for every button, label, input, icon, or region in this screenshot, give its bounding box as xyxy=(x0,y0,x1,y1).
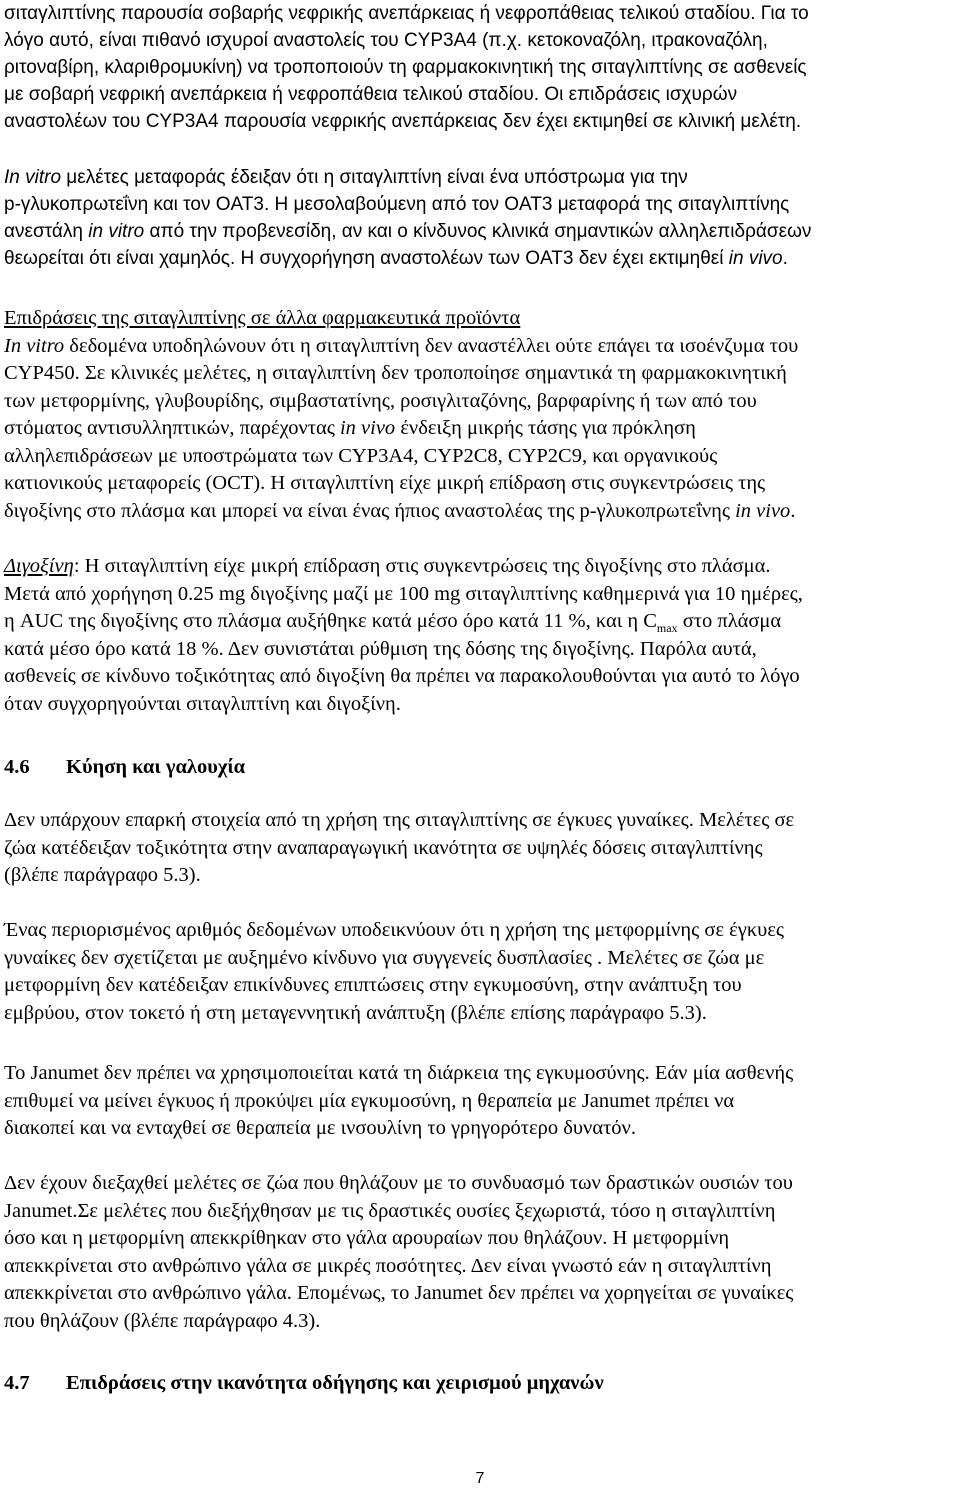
text-line: ασθενείς σε κίνδυνο τοξικότητας από διγοξίνη θα πρέπει να παρακολουθούνται για αυτό το λόγο xyxy=(4,665,800,687)
text-line: εμβρύου, στον τοκετό ή στη μεταγεννητική ανάπτυξη (βλέπε επίσης παράγραφο 5.3). xyxy=(4,1001,707,1024)
section-title-4-7: Επιδράσεις στην ικανότητα οδήγησης και χειρισμού μηχανών xyxy=(66,1372,604,1394)
text-span: . xyxy=(782,248,788,269)
page-number: 7 xyxy=(475,1470,485,1487)
subscript: max xyxy=(656,621,678,636)
paragraph-pregnancy-sitagliptin xyxy=(4,807,952,890)
text-line: επιθυμεί να μείνει έγκυος ή προκύψει μία εγκυμοσύνη, η θεραπεία με Janumet πρέπει να xyxy=(4,1089,735,1112)
text-span: ανεστάλη xyxy=(4,221,89,242)
text-line: Το Janumet δεν πρέπει να χρησιμοποιείται κατά τη διάρκεια της εγκυμοσύνης. Εάν μία ασθενής xyxy=(4,1062,794,1084)
italic-term: In vitro xyxy=(4,334,65,357)
text-span: στόματος αντισυλληπτικών, παρέχοντας xyxy=(4,417,340,439)
text-line: γυναίκες δεν σχετίζεται με αυξημένο κίνδυνο για συγγενείς δυσπλασίες . Μελέτες σε ζώα με xyxy=(4,946,765,969)
text-span: μελέτες μεταφοράς έδειξαν ότι η σιταγλιπτίνη είναι ένα υπόστρωμα για την xyxy=(61,167,688,188)
text-line: κατά μέσο όρο κατά 18 %. Δεν συνιστάται ρύθμιση της δόσης της διγοξίνης. Παρόλα αυτά, xyxy=(4,637,757,660)
italic-term: In vitro xyxy=(4,167,62,188)
text-span: ένδειξη μικρής τάσης για πρόκληση xyxy=(395,417,696,439)
text-line: Δεν υπάρχουν επαρκή στοιχεία από τη χρήση της σιταγλιπτίνης σε έγκυες γυναίκες. Μελέτες σε xyxy=(4,809,795,831)
text-line xyxy=(4,553,952,581)
paragraph-digoxin xyxy=(4,553,952,718)
section-title-4-6: Κύηση και γαλουχία xyxy=(66,756,246,778)
text-line: ζώα κατέδειξαν τοξικότητα στην αναπαραγωγική ικανότητα σε υψηλές δόσεις σιταγλιπτίνης xyxy=(4,836,763,859)
text-line: Μετά από χορήγηση 0.25 mg διγοξίνης μαζί με 100 mg σιταγλιπτίνης καθημερινά για 10 ημέρες, xyxy=(4,582,803,605)
text-line: απεκκρίνεται στο ανθρώπινο γάλα σε μικρές ποσότητες. Δεν είναι γνωστό εάν η σιταγλιπτίνη xyxy=(4,1254,772,1277)
italic-term: in vivo xyxy=(728,248,783,269)
text-line xyxy=(4,164,952,191)
paragraph-pregnancy-metformin xyxy=(4,917,952,1027)
text-line xyxy=(4,608,952,636)
text-line xyxy=(4,333,952,361)
text-span: θεωρείται ότι είναι χαμηλός. Η συγχορήγηση αναστολέων των OAT3 δεν έχει εκτιμηθεί xyxy=(4,248,729,269)
text-line: (βλέπε παράγραφο 5.3). xyxy=(4,864,201,886)
text-line: λόγο αυτό, είναι πιθανό ισχυροί αναστολείς του CYP3A4 (π.χ. κετοκοναζόλη, ιτρακοναζόλη, xyxy=(4,30,768,51)
text-line: p-γλυκοπρωτεΐνη και τον OAT3. Η μεσολαβούμενη από τον OAT3 μεταφορά της σιταγλιπτίνης xyxy=(4,194,790,215)
text-line: όσο και η μετφορμίνη απεκκρίθηκαν στο γάλα αρουραίων που θηλάζουν. Η μετφορμίνη xyxy=(4,1227,730,1249)
text-line: ριτοναβίρη, κλαριθρομυκίνη) να τροποποιούν τη φαρμακοκινητική της σιταγλιπτίνης σε ασθενείς xyxy=(4,57,807,78)
paragraph-cyp3a4-renal xyxy=(4,0,952,135)
text-line: σιταγλιπτίνης παρουσία σοβαρής νεφρικής ανεπάρκειας ή νεφροπάθειας τελικού σταδίου. Για το xyxy=(4,3,809,24)
text-line: με σοβαρή νεφρική ανεπάρκεια ή νεφροπάθεια τελικού σταδίου. Οι επιδράσεις ισχυρών xyxy=(4,84,738,105)
text-line: Ένας περιορισμένος αριθμός δεδομένων υποδεικνύουν ότι η χρήση της μετφορμίνης σε έγκυες xyxy=(4,919,785,941)
paragraph-lactation xyxy=(4,1170,952,1335)
text-line: Janumet.Σε μελέτες που διεξήχθησαν με τις δραστικές ουσίες ξεχωριστά, τόσο η σιταγλιπτίνη xyxy=(4,1199,776,1222)
text-line: διακοπεί και να ενταχθεί σε θεραπεία με ινσουλίνη το γρηγορότερο δυνατόν. xyxy=(4,1117,636,1139)
italic-term: Διγοξίνη xyxy=(4,555,74,577)
text-span: διγοξίνης στο πλάσμα και μπορεί να είναι ένας ήπιος αναστολέας της p-γλυκοπρωτεΐνης xyxy=(4,499,736,522)
section-subheading: Επιδράσεις της σιταγλιπτίνης σε άλλα φαρμακευτικά προϊόντα xyxy=(4,307,521,329)
text-span: η AUC της διγοξίνης στο πλάσμα αυξήθηκε κατά μέσο όρο κατά 11 %, και η C xyxy=(4,610,657,632)
text-line: μετφορμίνη δεν κατέδειξαν επικίνδυνες επιπτώσεις στην εγκυμοσύνη, στην ανάπτυξη του xyxy=(4,974,742,996)
text-line: Δεν έχουν διεξαχθεί μελέτες σε ζώα που θηλάζουν με το συνδυασμό των δραστικών ουσιών του xyxy=(4,1172,793,1194)
text-span: στο πλάσμα xyxy=(677,610,782,632)
paragraph-in-vitro-transport xyxy=(4,164,952,272)
text-line xyxy=(4,498,952,526)
italic-term: in vivo xyxy=(339,417,396,439)
text-line: όταν συγχορηγούνται σιταγλιπτίνη και διγοξίνη. xyxy=(4,692,401,715)
paragraph-janumet-pregnancy xyxy=(4,1060,952,1143)
text-span: : Η σιταγλιπτίνη είχε μικρή επίδραση στις συγκεντρώσεις της διγοξίνης στο πλάσμα. xyxy=(73,555,771,577)
text-span: . xyxy=(790,499,796,522)
section-number-4-7: 4.7 xyxy=(4,1372,30,1394)
text-line: που θηλάζουν (βλέπε παράγραφο 4.3). xyxy=(4,1309,321,1332)
text-line xyxy=(4,245,952,272)
text-line: κατιονικούς μεταφορείς (OCT). Η σιταγλιπτίνη είχε μικρή επίδραση στις συγκεντρώσεις της xyxy=(4,472,766,494)
text-span: δεδομένα υποδηλώνουν ότι η σιταγλιπτίνη δεν αναστέλλει ούτε επάγει τα ισοένζυμα του xyxy=(64,334,799,357)
paragraph-effects-on-other-products xyxy=(4,305,952,525)
text-line: απεκκρίνεται στο ανθρώπινο γάλα. Επομένως, το Janumet δεν πρέπει να χορηγείται σε γυναίκες xyxy=(4,1282,794,1304)
text-line: των μετφορμίνης, γλυβουρίδης, σιμβαστατίνης, ροσιγλιταζόνης, βαρφαρίνης ή των από του xyxy=(4,389,757,412)
text-line: αλληλεπιδράσεων με υποστρώματα των CYP3A4, CYP2C8, CYP2C9, και οργανικούς xyxy=(4,444,718,467)
text-span: από την προβενεσίδη, αν και ο κίνδυνος κλινικά σημαντικών αλληλεπιδράσεων xyxy=(144,221,812,242)
text-line: CYP450. Σε κλινικές μελέτες, η σιταγλιπτίνη δεν τροποποίησε σημαντικά τη φαρμακοκινητική xyxy=(4,362,787,384)
text-line xyxy=(4,218,952,245)
text-line xyxy=(4,415,952,443)
section-number-4-6: 4.6 xyxy=(4,756,30,778)
text-line: αναστολέων του CYP3A4 παρουσία νεφρικής ανεπάρκειας δεν έχει εκτιμηθεί σε κλινική μελέτη. xyxy=(4,111,802,132)
italic-term: in vivo xyxy=(735,499,791,522)
italic-term: in vitro xyxy=(88,221,145,242)
